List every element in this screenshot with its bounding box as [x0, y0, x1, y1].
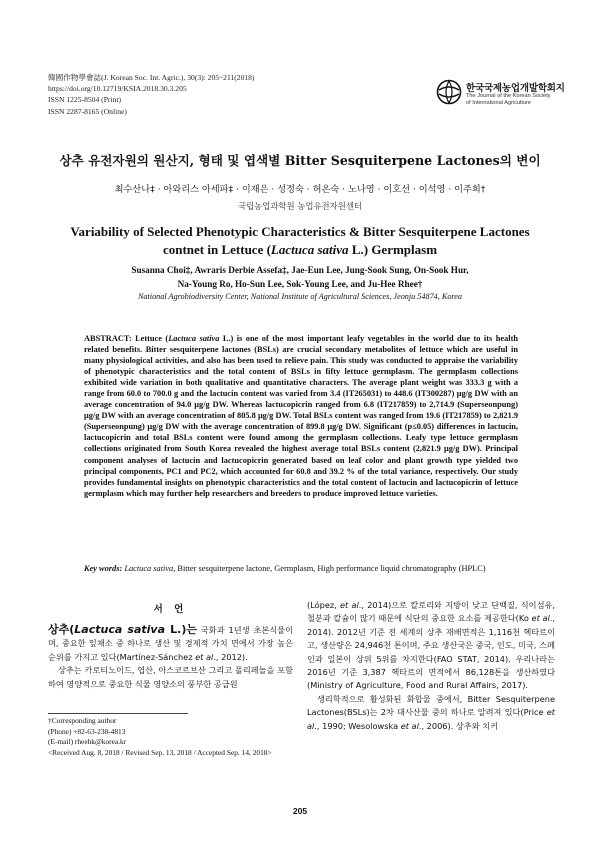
title-korean: 상추 유전자원의 원산지, 형태 및 엽색별 Bitter Sesquiterpene Lactones의 변이	[59, 153, 541, 168]
abstract-label: ABSTRACT:	[84, 334, 132, 343]
society-name-en: The Journal of the Korean Society of International Agriculture	[466, 93, 551, 106]
affiliation-korean: 국립농업과학원 농업유전자원센터	[237, 201, 362, 211]
keywords: Key words: Lactuca sativa, Bitter sesquiterpene lactone, Germplasm, High performance liquid chromatography (HPLC)	[84, 564, 486, 573]
intro-right-column	[307, 599, 555, 733]
footnote-divider	[48, 713, 188, 714]
society-logo	[436, 78, 566, 112]
journal-doi[interactable]: https://doi.org/10.12719/KSIA.2018.30.3.205	[48, 84, 187, 94]
intro-paragraph: 상추는 카로티노이드, 엽산, 아스코르브산 그리고 폴리페놀을 포함하여 영양적으로 중요한 식물 영양소의 풍부한 공급원	[48, 665, 293, 689]
abstract: ABSTRACT: Lettuce (Lactuca sativa L.) is one of the most important leafy vegetables in the world due to its health related benefits. Bitter sesquiterpene lactones (BSLs) are crucial secondary metabolites of lettuce which are useful in many physiological activities, and also has been used to relieve pain. This study was conducted to appraise the variability of phenotypic characteristics and the total content of BSLs in fifty lettuce germplasm. The germplasm collections exhibited wide variation in both qualitative and quantitative characters. The average plant weight was 333.3 g with a range from 60.0 to 700.0 g and the lactucin content was varied from 3.4 (IT265031) to 448.6 (IT300287) μg/g DW with an average concentration of 94.0 μg/g DW. Whereas lactucopicrin ranged from 6.8 (IT217859) to 2,714.9 (Superseonpung) μg/g DW with an average concentration of 805.8 μg/g DW. Total BSLs content was ranged from 19.6 (IT217859) to 2,821.9 (Superseonpung) μg/g DW with the average concentration of 899.8 μg/g DW. Significant (p≤0.05) differences in lactucin, lactucopicrin and total BSLs content were found among the germplasm collections. Leafy type lettuce germplasm collections originated from South Korea revealed the highest average total BSLs content (2,821.9 μg/g DW). Principal component analyses of lactucin and lactucopicrin generated based on leaf color and plant growth type yielded two principal components, PC1 and PC2, which accounted for 60.8 and 39.2 % of the total variance, respectively. Our study provides fundamental insights on phenotypic characteristics and the total content of lactucin and lactucopicrin of lettuce germplasm which may further help researchers and breeders to produce improved lettuce varieties.	[84, 334, 518, 498]
intro-paragraph: 상추(Lactuca sativa L.)는 국화과 1년생 초본식물이며, 중요한 잎채소 중 하나로 생산 및 경제적 가치 면에서 가장 높은 순위를 가지고 있다(Martínez-Sánchez et al., 2012).	[48, 623, 294, 662]
title-english: Variability of Selected Phenotypic Characteristics & Bitter Sesquiterpene Lactones contnet in Lettuce (Lactuca sativa L.) Germplasm	[70, 224, 530, 257]
authors-korean: 최수산나‡ · 아와리스 아세파‡ · 이재은 · 성정숙 · 허온숙 · 노나영 · 이호선 · 이석영 · 이주희†	[114, 184, 486, 195]
intro-left-column	[48, 623, 293, 691]
affiliation-english: National Agrobiodiversity Center, National Institute of Agricultural Sciences, Jeonju 54874, Korea	[137, 292, 463, 301]
globe-icon	[436, 79, 462, 105]
keywords-label: Key words:	[84, 564, 123, 573]
phone: (Phone) +82-63-238-4813	[48, 726, 126, 736]
page-number: 205	[292, 806, 308, 816]
email[interactable]: (E-mail) rheehk@korea.kr	[48, 737, 127, 747]
section-heading-introduction: 서 언	[153, 604, 188, 615]
corresponding-author: †Corresponding author	[48, 716, 117, 725]
intro-paragraph: (López, et al., 2014)으로 칼로리와 지방이 낮고 단백질, 식이섬유, 철분과 칼슘이 많기 때문에 식단의 중요한 요소를 제공한다(Ko et al., 2014). 2012년 기준 전 세계의 상추 재배면적은 1,116천 헥타르이고, 생산량은 24,946천 톤이며, 주요 생산국은 중국, 인도, 미국, 스페인과 일본이 상위 5위를 차지한다(FAO STAT, 2014). 우리나라는 2016년 기준 3,387 헥타르의 면적에서 86,128톤을 생산하였다(Ministry of Agriculture, Food and Rural Affairs, 2017).	[307, 600, 555, 691]
footnote	[48, 716, 298, 758]
journal-header	[48, 72, 255, 117]
journal-citation: 韓國作物學會誌(J. Korean Soc. Int. Agric.), 30(3): 205~211(2018)	[48, 73, 255, 82]
intro-paragraph: 생리학적으로 활성화된 화합물 중에서, Bitter Sesquiterpene Lactones(BSLs)는 2차 대사산물 중의 하나로 알려져 있다(Price et al., 1990; Wesolowska et al., 2006). 상추와 치커	[307, 693, 555, 731]
society-name-ko: 한국국제농업개발학회지	[466, 83, 565, 94]
issn-online: ISSN 2287-8165 (Online)	[48, 106, 127, 116]
issn-print: ISSN 1225-8504 (Print)	[48, 95, 121, 105]
received-dates: <Received Aug. 8, 2018 / Revised Sep. 13, 2018 / Accepted Sep. 14, 2018>	[48, 747, 272, 757]
authors-english: Susanna Choi‡, Awraris Derbie Assefa‡, Jae-Eun Lee, Jung-Sook Sung, On-Sook Hur, Na-Young Ro, Ho-Sun Lee, Sok-Young Lee, and Ju-Hee Rhee†	[131, 265, 469, 289]
